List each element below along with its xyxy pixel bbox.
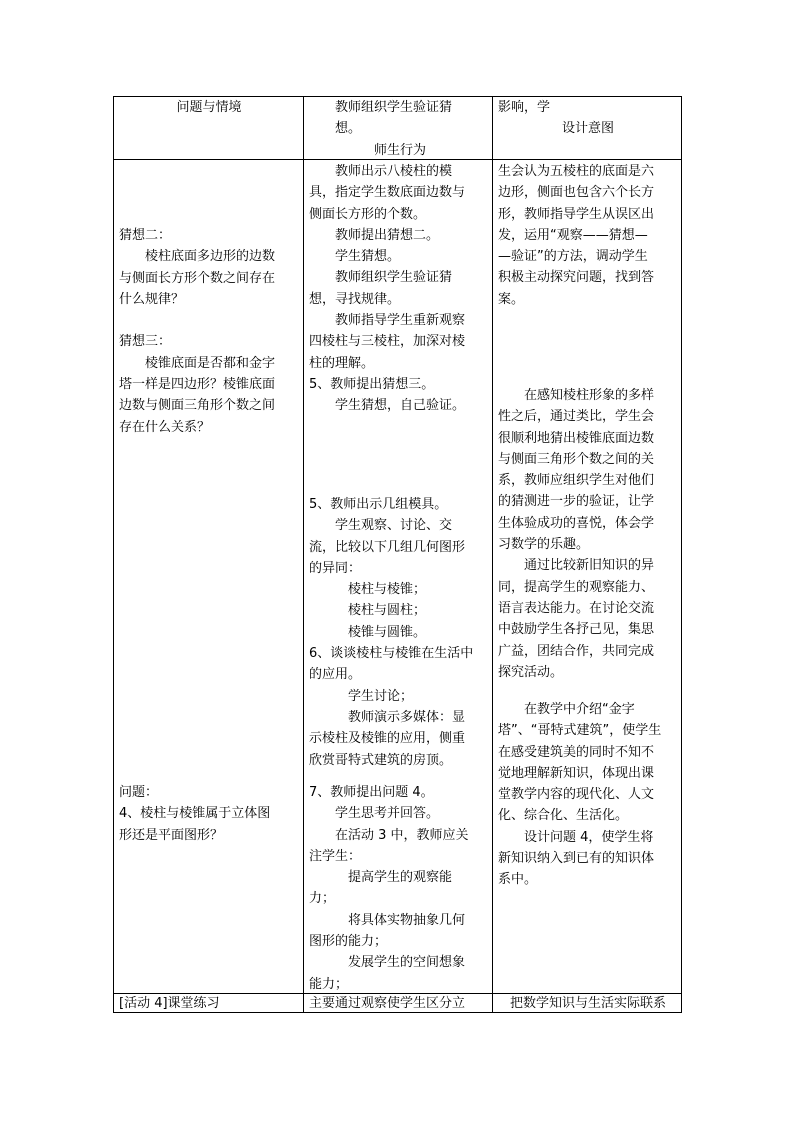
- body-cell-teacher-student-2: [309, 494, 491, 771]
- text-line: 在活动 3 中，教师应关: [335, 827, 469, 843]
- text-line: 棱柱底面多边形的边数: [145, 249, 276, 265]
- text-line: 教师组织学生验证猜: [335, 100, 453, 115]
- text-line: 想。: [335, 121, 362, 137]
- text-line: 设计问题 4，使学生将: [524, 829, 654, 845]
- text-line: 发，运用“观察——猜想—: [498, 227, 648, 243]
- body-cell-teacher-student-1: [309, 161, 491, 417]
- text-line: 教师提出猜想二。: [335, 227, 440, 243]
- text-line: 四棱柱与三棱柱，加深对棱: [309, 334, 466, 350]
- body-cell-teacher-student-3: [309, 782, 491, 995]
- text-line: 通过比较新旧知识的异: [524, 558, 655, 574]
- text-line: —验证”的方法，调动学生: [498, 249, 648, 265]
- text-line: 4、棱柱与棱锥属于立体图: [119, 806, 271, 822]
- text-line: 性之后，通过类比，学生会: [498, 409, 655, 425]
- text-line: 具，指定学生数底面边数与: [309, 185, 466, 201]
- text-line: 的应用。: [309, 667, 362, 683]
- header-cell-design: [498, 97, 678, 140]
- text-line: 柱的理解。: [309, 355, 375, 371]
- text-line: 习数学的乐趣。: [498, 537, 590, 553]
- text-line: 棱锥底面是否都和金字: [145, 355, 276, 371]
- header-cell-issue: [119, 97, 299, 118]
- text-line: 形还是平面图形？: [119, 827, 224, 843]
- text-line: 觉地理解新知识，体现出课: [498, 765, 655, 781]
- text-line: 学生猜想，自己验证。: [335, 398, 466, 414]
- header-label-teacher-student: 师生行为: [373, 142, 426, 158]
- header-label-issue: 问题与情境: [176, 100, 242, 115]
- text-line: 很顺利地猜出棱锥底面边数: [498, 430, 655, 446]
- text-line: 能力；: [309, 976, 349, 992]
- text-line: 形，教师指导学生从误区出: [498, 206, 655, 222]
- text-line: 与侧面长方形个数之间存在: [119, 270, 276, 286]
- footer-cell-teacher-student: [309, 993, 491, 1014]
- text-line: 侧面长方形的个数。: [309, 206, 427, 222]
- text-line: 学生观察、讨论、交: [335, 518, 453, 534]
- table-border-left: [113, 96, 114, 1013]
- text-line: 的异同：: [309, 560, 362, 576]
- text-line: 广益，团结合作，共同完成: [498, 643, 655, 659]
- question-title: 问题：: [119, 785, 159, 800]
- text-line: 把数学知识与生活实际联系: [509, 996, 666, 1011]
- text-line: 积极主动探究问题，找到答: [498, 270, 655, 286]
- text-line: 力；: [309, 891, 336, 907]
- conjecture-3-title: 猜想三：: [119, 334, 172, 350]
- column-divider-1: [303, 96, 304, 1013]
- text-line: 学生讨论；: [348, 688, 414, 704]
- text-line: 塔一样是四边形？棱锥底面: [119, 377, 276, 393]
- body-cell-question-4: [119, 782, 299, 846]
- text-line: 在感受建筑美的同时不知不: [498, 744, 655, 760]
- text-line: 堂教学内容的现代化、人文: [498, 787, 655, 803]
- body-cell-issue: [119, 225, 299, 438]
- text-line: 生体验成功的喜悦，体会学: [498, 515, 655, 531]
- text-line: 教师指导学生重新观察: [335, 313, 466, 329]
- column-divider-2: [492, 96, 493, 1013]
- text-line: 棱柱与圆柱；: [348, 603, 427, 619]
- footer-cell-design: [498, 993, 678, 1014]
- text-line: 塔”、“哥特式建筑”，使学生: [498, 723, 662, 739]
- header-label-design-intent: 设计意图: [561, 121, 614, 137]
- header-cell-teacher-student: [309, 97, 491, 161]
- body-cell-design-2: [498, 385, 678, 683]
- text-line: 同，提高学生的观察能力、: [498, 579, 655, 595]
- text-line: 欣赏哥特式建筑的房顶。: [309, 752, 453, 768]
- text-line: 的猜测进一步的验证，让学: [498, 494, 655, 510]
- text-line: 示棱柱及棱锥的应用，侧重: [309, 731, 466, 747]
- text-line: 系中。: [498, 872, 538, 888]
- text-line: 在教学中介绍“金字: [524, 702, 635, 717]
- body-cell-design-1: [498, 161, 678, 310]
- text-line: 边数与侧面三角形个数之间: [119, 398, 276, 414]
- text-line: 注学生：: [309, 848, 362, 864]
- text-line: 5、教师出示几组模具。: [309, 497, 448, 512]
- text-line: 新知识纳入到已有的知识体: [498, 851, 655, 867]
- text-line: 生会认为五棱柱的底面是六: [498, 164, 655, 179]
- text-line: 案。: [498, 291, 525, 307]
- text-line: 棱锥与圆锥。: [348, 624, 427, 640]
- text-line: 系，教师应组织学生对他们: [498, 473, 655, 489]
- text-line: 教师组织学生验证猜: [335, 270, 453, 286]
- text-line: 主要通过观察使学生区分立: [309, 996, 466, 1011]
- footer-cell-activity: [119, 993, 299, 1014]
- lesson-plan-table: [113, 96, 682, 1013]
- text-line: 发展学生的空间想象: [348, 955, 466, 971]
- text-line: 提高学生的观察能: [348, 870, 453, 886]
- text-line: 流，比较以下几组几何图形: [309, 539, 466, 555]
- activity-4-label: [活动 4]课堂练习: [119, 996, 220, 1011]
- text-line: 将具体实物抽象几何: [348, 912, 466, 928]
- conjecture-2-title: 猜想二：: [119, 228, 172, 243]
- body-cell-design-3: [498, 699, 678, 891]
- text-line: 7、教师提出问题 4。: [309, 785, 434, 800]
- table-border-right: [681, 96, 682, 1013]
- text-line: 棱柱与棱锥；: [348, 582, 427, 598]
- text-line: 5、教师提出猜想三。: [309, 376, 435, 392]
- text-line: 图形的能力；: [309, 934, 388, 950]
- text-line: 存在什么关系？: [119, 419, 211, 435]
- text-line: 教师出示八棱柱的模: [335, 164, 453, 179]
- text-line: 教师演示多媒体：显: [348, 709, 466, 725]
- text-line: 与侧面三角形个数之间的关: [498, 451, 655, 467]
- text-line: 边形，侧面也包含六个长方: [498, 185, 655, 201]
- text-line: 想，寻找规律。: [309, 291, 401, 307]
- text-line: 中鼓励学生各抒己见，集思: [498, 622, 655, 638]
- text-line: 什么规律？: [119, 291, 185, 307]
- text-line: 语言表达能力。在讨论交流: [498, 600, 655, 616]
- text-line: 学生猜想。: [335, 249, 401, 265]
- text-line: 化、综合化、生活化。: [498, 808, 629, 824]
- text-line: 学生思考并回答。: [335, 806, 440, 822]
- text-line: 影响，学: [498, 100, 551, 115]
- text-line: 在感知棱柱形象的多样: [524, 388, 655, 403]
- text-line: 6、谈谈棱柱与棱锥在生活中: [309, 646, 474, 662]
- text-line: 探究活动。: [498, 664, 564, 680]
